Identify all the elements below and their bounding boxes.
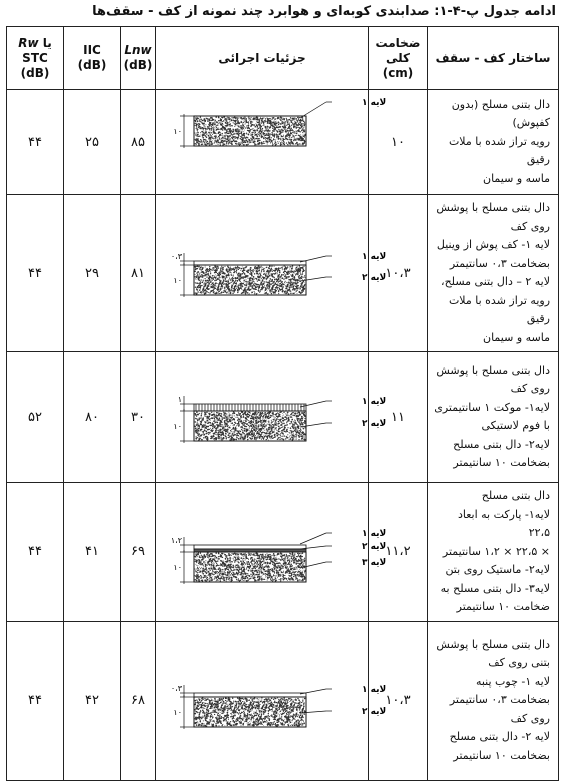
layer-label: لایه ۲ xyxy=(362,273,387,283)
header-rw-unit: (dB) xyxy=(20,65,50,80)
description-line: ماسه و سیمان xyxy=(483,171,550,185)
description-line: بضخامت ۱۰ سانتیمتر xyxy=(453,456,550,469)
header-lnw: Lnw (dB) xyxy=(121,27,156,90)
description-line: بضخامت ۰،۳ سانتیمتر xyxy=(449,693,550,707)
cell-thickness: ۱۰،۳ xyxy=(369,621,428,780)
dimension-label: ۱ xyxy=(177,395,182,404)
cell-lnw: ۸۱ xyxy=(121,195,156,352)
table-row xyxy=(7,195,559,352)
description-line: کفپوش) xyxy=(512,116,550,130)
layer-label: لایه ۱ xyxy=(362,684,387,695)
floor-section-drawing xyxy=(156,487,387,617)
cell-rw: ۵۲ xyxy=(7,352,64,483)
table-body xyxy=(7,90,559,781)
dimension-label: ۱۰ xyxy=(173,707,182,717)
cell-iic: ۲۵ xyxy=(64,90,121,195)
header-rw-ya: یا xyxy=(42,35,52,50)
description-line: دال بتنی مسلح با پوشش xyxy=(436,637,550,651)
cell-iic: ۴۱ xyxy=(64,483,121,622)
description-line: بضخامت ۱۰ سانتیمتر xyxy=(453,748,550,762)
cell-structure-description xyxy=(428,90,559,195)
dimension-label: ۱۰ xyxy=(173,127,182,136)
cell-rw: ۴۴ xyxy=(7,195,64,352)
description-line: لایه۳- دال بتنی مسلح به xyxy=(440,581,550,595)
cell-rw: ۴۴ xyxy=(7,90,64,195)
header-rw xyxy=(7,27,64,90)
layer-label: لایه ۱ xyxy=(362,252,387,262)
floor-section-drawing xyxy=(156,352,387,482)
layer-label: لایه ۳ xyxy=(362,557,387,568)
description-line: دال بتنی مسلح xyxy=(481,489,550,502)
construction-detail-figure xyxy=(156,90,387,195)
floor-section-drawing xyxy=(156,90,387,194)
description-line: لایه۲- دال بتنی مسلح xyxy=(453,437,550,451)
table-row xyxy=(7,483,559,622)
description-line: رویه تراز شده با ملات رقیق xyxy=(448,134,550,167)
construction-detail-figure xyxy=(156,352,387,483)
description-line: دال بتنی مسلح (بدون xyxy=(451,97,550,111)
construction-detail-figure xyxy=(156,483,387,622)
cell-iic: ۸۰ xyxy=(64,352,121,483)
table-row xyxy=(7,621,559,780)
cell-thickness: ۱۱ xyxy=(369,352,428,483)
description-line: دال بتنی مسلح با پوشش xyxy=(436,201,550,214)
top-layer-1 xyxy=(194,693,306,697)
top-layer-1 xyxy=(194,261,306,265)
cell-structure-description xyxy=(428,195,559,352)
cell-lnw: ۳۰ xyxy=(121,352,156,483)
header-details: جزئیات اجرائی xyxy=(156,27,369,90)
header-row xyxy=(7,27,559,90)
floor-section-drawing xyxy=(156,622,387,780)
cell-rw: ۴۴ xyxy=(7,483,64,622)
cell-structure-description xyxy=(428,352,559,483)
description-line: رویه تراز شده با ملات رقیق xyxy=(448,293,550,325)
cell-lnw: ۶۸ xyxy=(121,621,156,780)
layer-label: لایه ۲ xyxy=(362,541,387,552)
description-line: لایه۱- موکت ۱ سانتیمتری xyxy=(434,400,550,414)
cell-structure-description xyxy=(428,483,559,622)
description-line: ماسه و سیمان xyxy=(483,330,550,344)
cell-lnw: ۸۵ xyxy=(121,90,156,195)
cell-thickness: ۱۱،۲ xyxy=(369,483,428,622)
description-line: با فوم لاستیکی xyxy=(481,419,550,432)
cell-thickness: ۱۰،۳ xyxy=(369,195,428,352)
description-line: لایه ۲- دال بتنی مسلح xyxy=(449,730,550,744)
description-line: لایه۱- پارکت به ابعاد ۲۲،۵ xyxy=(457,507,550,539)
dimension-label: ۰،۳ xyxy=(170,252,182,261)
cell-iic: ۲۹ xyxy=(64,195,121,352)
dimension-label: ۱۰ xyxy=(173,422,182,431)
dimension-label: ۰،۳ xyxy=(170,683,182,693)
table-row xyxy=(7,90,559,195)
description-line: بتنی روی کف xyxy=(488,656,550,670)
layer-label: لایه ۲ xyxy=(362,419,387,429)
layer-label: لایه ۱ xyxy=(362,397,387,407)
dimension-label: ۱،۲ xyxy=(170,535,182,545)
cell-rw: ۴۴ xyxy=(7,621,64,780)
dimension-label: ۱۰ xyxy=(173,276,182,285)
layer-label: لایه ۲ xyxy=(362,706,387,717)
description-line: روی کف xyxy=(510,711,550,725)
description-line: روی کف xyxy=(510,382,550,395)
cell-structure-description xyxy=(428,621,559,780)
description-line: روی کف xyxy=(510,219,550,233)
header-thickness: ضخامت کلی (cm) xyxy=(369,27,428,90)
cell-thickness: ۱۰ xyxy=(369,90,428,195)
floor-section-drawing xyxy=(156,195,387,351)
cell-iic: ۴۲ xyxy=(64,621,121,780)
header-iic: IIC (dB) xyxy=(64,27,121,90)
top-layer-1 xyxy=(194,545,306,549)
cell-lnw: ۶۹ xyxy=(121,483,156,622)
construction-detail-figure xyxy=(156,621,387,780)
header-structure: ساختار کف - سقف xyxy=(428,27,559,90)
header-stc: STC xyxy=(22,50,48,65)
sound-insulation-table xyxy=(6,26,559,781)
description-line: لایه۲- ماستیک روی بتن xyxy=(445,563,550,576)
description-line: بضخامت ۰،۳ سانتیمتر xyxy=(449,256,550,270)
description-line: × ۲۲،۵ × ۱،۲ سانتیمتر xyxy=(442,544,550,558)
header-rw-symbol: Rw xyxy=(18,35,39,50)
dimension-label: ۱۰ xyxy=(173,562,182,572)
description-line: ضخامت ۱۰ سانتیمتر xyxy=(456,600,550,613)
table-title: ادامه جدول پ-۴-۱: صدابندی کوبه‌ای و هوابرد چند نمونه از کف - سقف‌ها xyxy=(92,4,556,19)
description-line: لایه ۱- کف پوش از وینیل xyxy=(436,238,550,251)
description-line: لایه ۲ – دال بتنی مسلح، xyxy=(441,275,550,288)
construction-detail-figure xyxy=(156,195,387,352)
description-line: لایه ۱- چوب پنبه xyxy=(475,674,550,688)
layer-label: لایه ۱ xyxy=(362,528,387,539)
description-line: دال بتنی مسلح با پوشش xyxy=(436,363,550,377)
layer-label: لایه ۱ xyxy=(362,98,387,108)
table-row xyxy=(7,352,559,483)
